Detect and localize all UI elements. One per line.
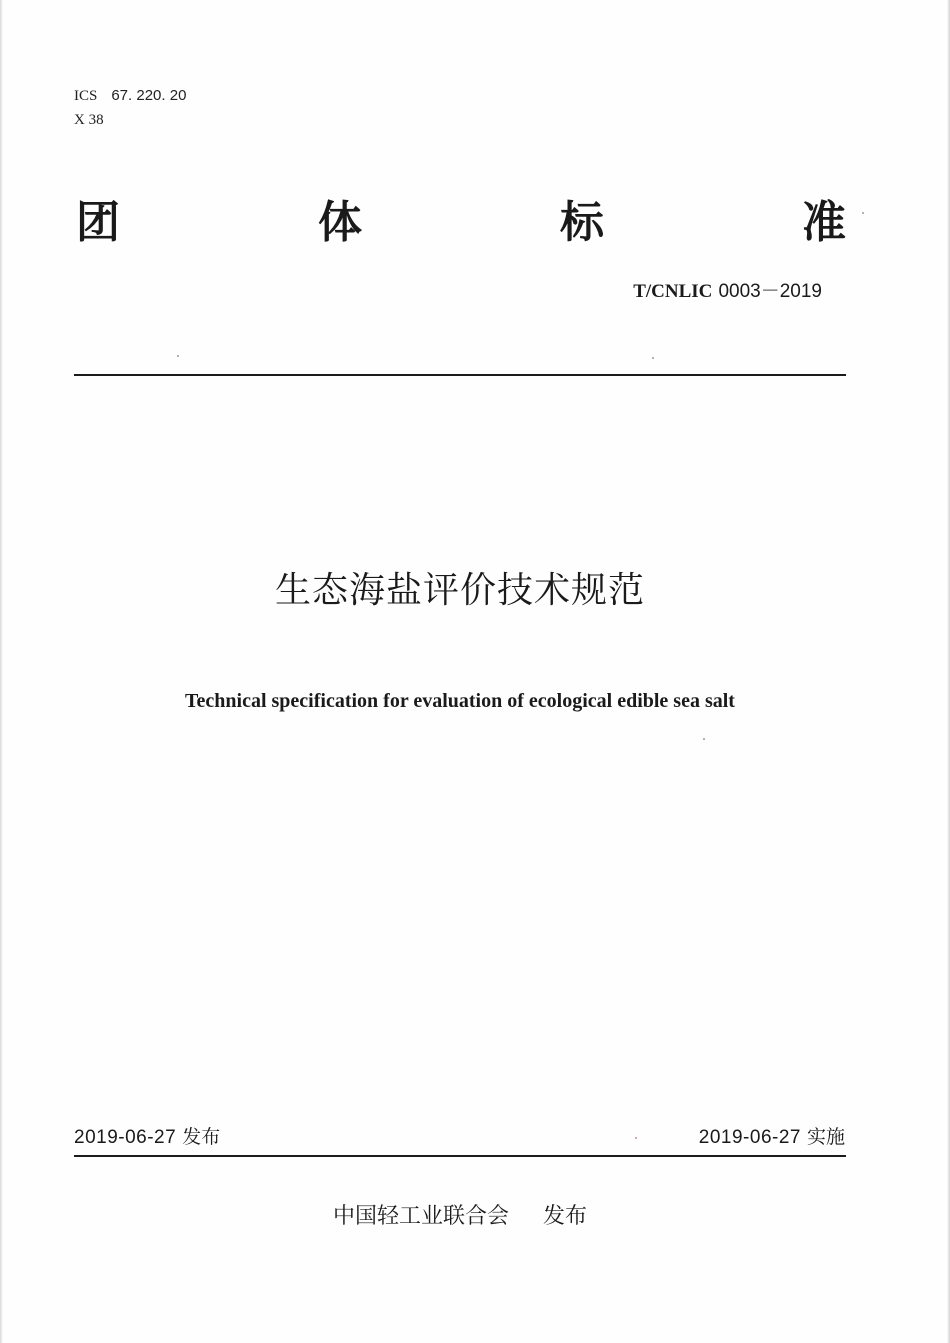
document-title-chinese: 生态海盐评价技术规范 [274, 570, 645, 611]
issuer-line [0, 1199, 920, 1230]
standard-type-char-4: 准 [802, 197, 846, 248]
standard-type-heading [76, 188, 846, 248]
standard-code [633, 276, 822, 303]
ccs-row [74, 108, 186, 132]
issuer-action: 发布 [543, 1204, 588, 1229]
publish-date: 2019-06-27 [74, 1127, 177, 1148]
scan-speck [635, 1137, 637, 1139]
top-divider [74, 374, 846, 376]
issuer-name: 中国轻工业联合会 [332, 1204, 509, 1229]
scan-speck [652, 357, 654, 359]
implement-date-line [699, 1122, 845, 1149]
ics-row [74, 84, 186, 108]
standard-code-prefix: T/CNLIC [633, 281, 713, 302]
classification-block [74, 84, 186, 132]
standard-code-number: 0003－2019 [718, 281, 822, 302]
scan-edge-left [0, 0, 3, 1343]
ics-code: 67. 220. 20 [111, 87, 187, 104]
scan-speck [862, 212, 864, 214]
scan-speck [177, 355, 179, 357]
standard-type-char-3: 标 [560, 197, 604, 248]
ccs-code: X 38 [74, 112, 104, 128]
scan-speck [703, 738, 705, 740]
publish-label: 发布 [182, 1126, 221, 1148]
standard-type-char-2: 体 [318, 197, 362, 248]
standard-type-char-1: 团 [76, 197, 120, 248]
bottom-divider [74, 1155, 846, 1157]
implement-label: 实施 [806, 1126, 845, 1148]
publish-date-line [74, 1122, 220, 1149]
ics-label: ICS [74, 88, 98, 104]
implement-date: 2019-06-27 [698, 1127, 801, 1148]
document-title-english: Technical specification for evaluation of ecological edible sea salt [185, 690, 735, 712]
